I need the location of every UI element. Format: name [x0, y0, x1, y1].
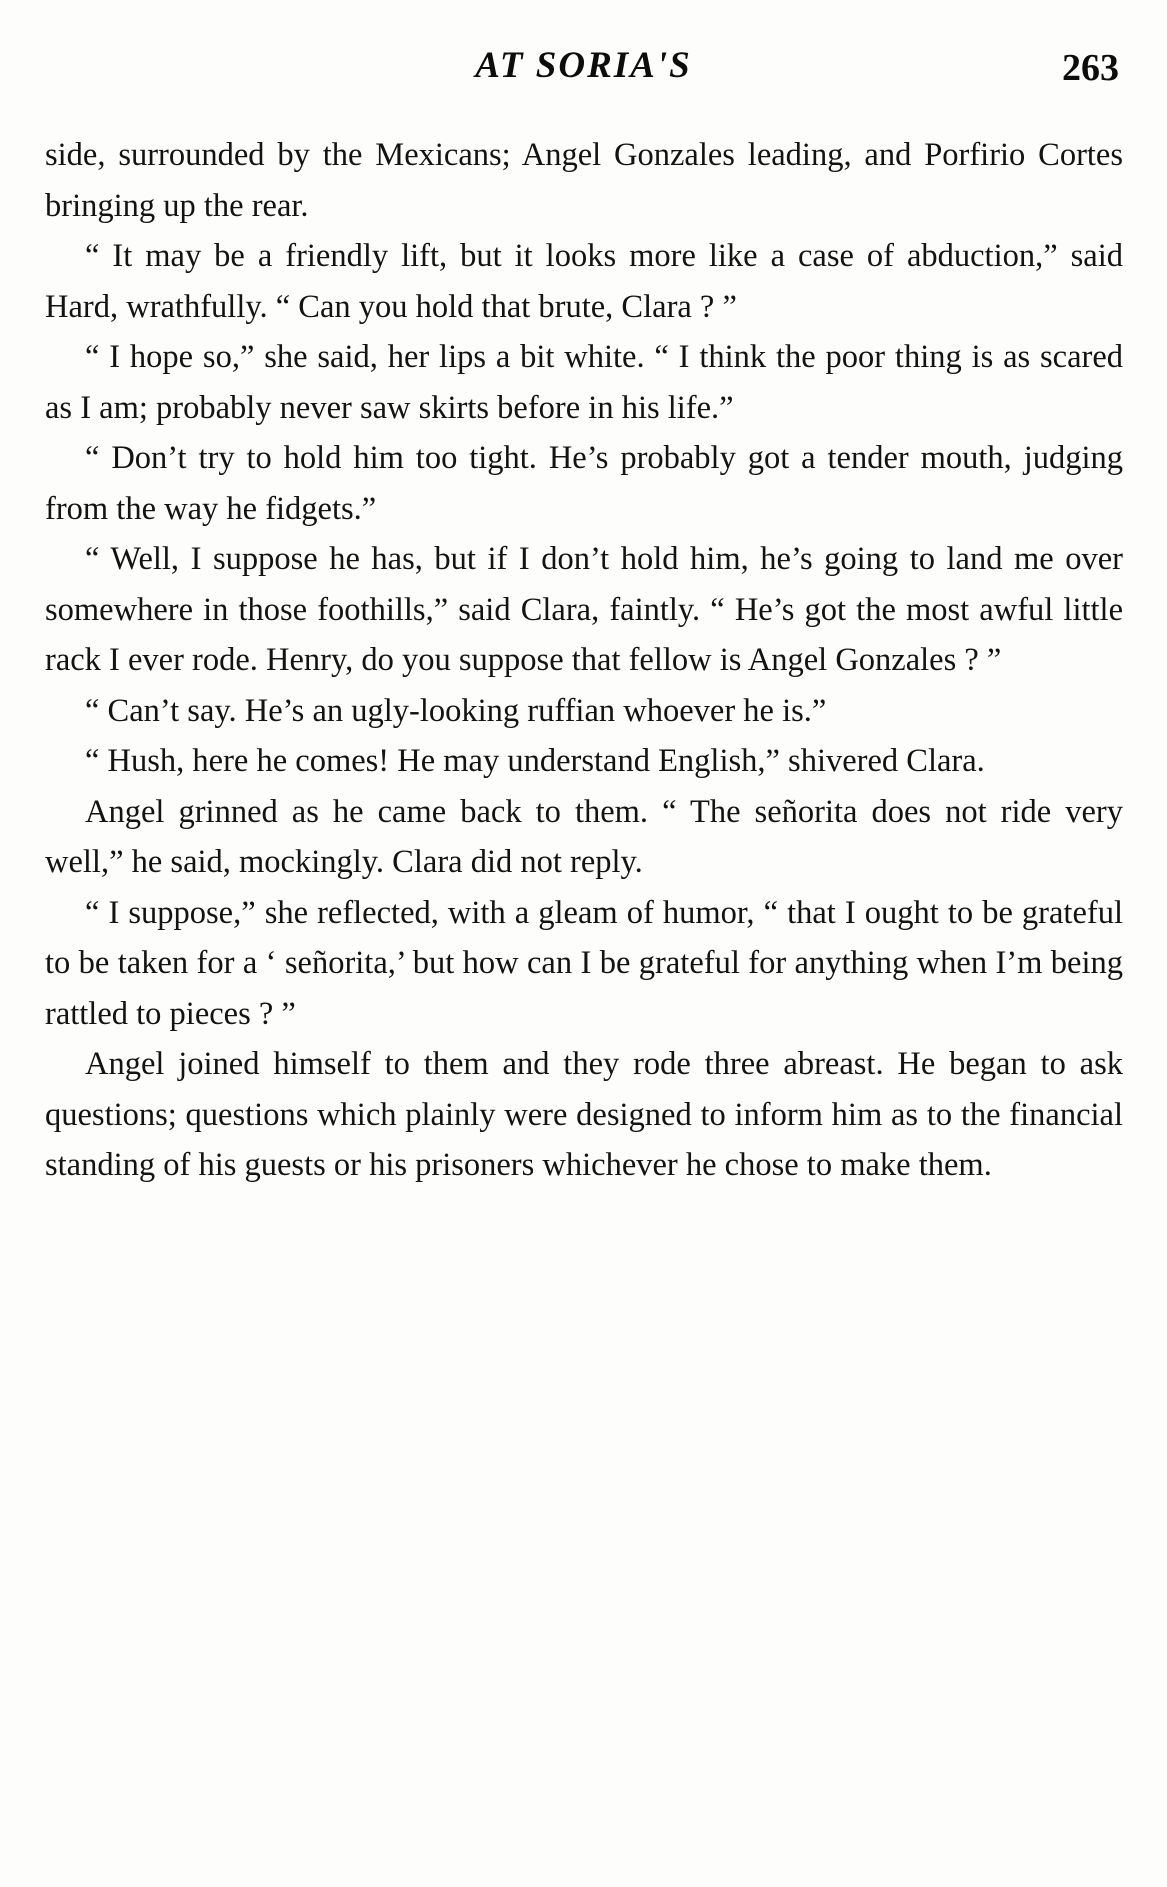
paragraph: “ Well, I suppose he has, but if I don’t hold him, he’s going to land me over somewhere in those foothills,” said Clara, faintly. “ He’s got the most awful little rack I ever rode. Henry, do you suppose that fellow is Angel Gonzales ? ” — [45, 541, 1123, 678]
paragraph: “ Can’t say. He’s an ugly-looking ruffian whoever he is.” — [85, 692, 827, 729]
paragraph: “ It may be a friendly lift, but it looks more like a case of abduction,” said Hard, wrathfully. “ Can you hold that brute, Clara ? ” — [45, 238, 1123, 325]
paragraph: “ Hush, here he comes! He may understand English,” shivered Clara. — [85, 743, 985, 779]
paragraph: Angel joined himself to them and they rode three abreast. He began to ask questions; questions which plainly were designed to inform him as to the financial standing of his guests or his prisoners whichever he chose to make them. — [45, 1046, 1123, 1183]
paragraph: Angel grinned as he came back to them. “ The señorita does not ride very well,” he said, mockingly. Clara did not reply. — [45, 793, 1123, 880]
page-number: 263 — [1062, 47, 1119, 89]
page-header — [40, 44, 1127, 104]
page-body — [45, 130, 1123, 1191]
paragraph: “ I suppose,” she reflected, with a gleam of humor, “ that I ought to be grateful to be taken for a ‘ señorita,’ but how can I be grateful for anything when I’m being rattled to pieces ? ” — [45, 894, 1123, 1032]
paragraph: “ I hope so,” she said, her lips a bit white. “ I think the poor thing is as scared as I am; probably never saw skirts before in his life.” — [45, 339, 1123, 426]
paragraph: “ Don’t try to hold him too tight. He’s probably got a tender mouth, judging from the way he fidgets.” — [45, 440, 1123, 527]
paragraph: side, surrounded by the Mexicans; Angel Gonzales leading, and Porfirio Cortes bringing up the rear. — [45, 137, 1123, 224]
running-title: AT SORIA'S — [475, 45, 692, 86]
